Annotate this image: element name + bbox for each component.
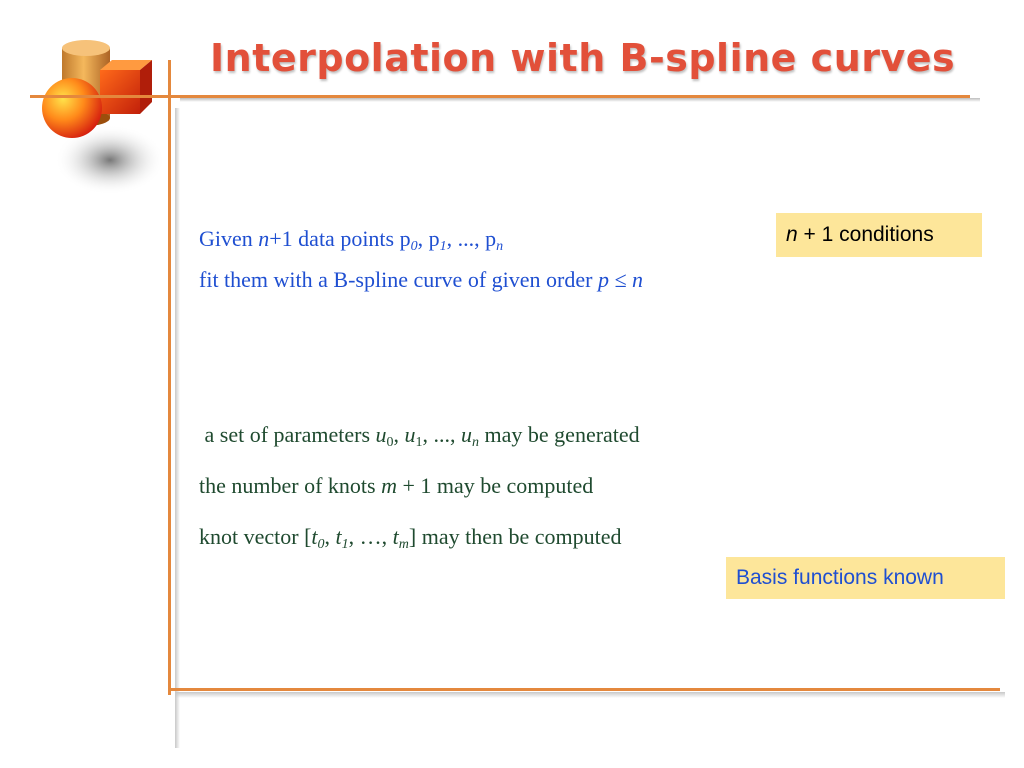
basis-functions-callout: Basis functions known (726, 557, 1005, 599)
knots-count-line: the number of knots m + 1 may be computed (199, 473, 594, 498)
title-divider-shadow (180, 98, 980, 102)
conditions-callout: n + 1 conditions (776, 213, 982, 257)
slide-title: Interpolation with B-spline curves (210, 36, 956, 80)
bottom-rule-shadow (175, 692, 1005, 698)
problem-statement-line-1: Given n+1 data points $p_0$, $p_1$, ..., $p_n$ (199, 226, 504, 254)
knot-vector-line: knot vector [$t_0$, $t_1$, …, $t_m$] may then be computed (199, 524, 622, 552)
parameters-line: a set of parameters $u_0$, $u_1$, ..., $u_n$ may be generated (199, 422, 640, 450)
left-vertical-rule (168, 60, 171, 695)
left-rule-shadow (175, 108, 180, 748)
3d-shapes-logo-icon (30, 30, 170, 200)
bottom-rule (168, 688, 1000, 691)
problem-statement-line-2: fit them with a B-spline curve of given order p ≤ n (199, 267, 644, 292)
